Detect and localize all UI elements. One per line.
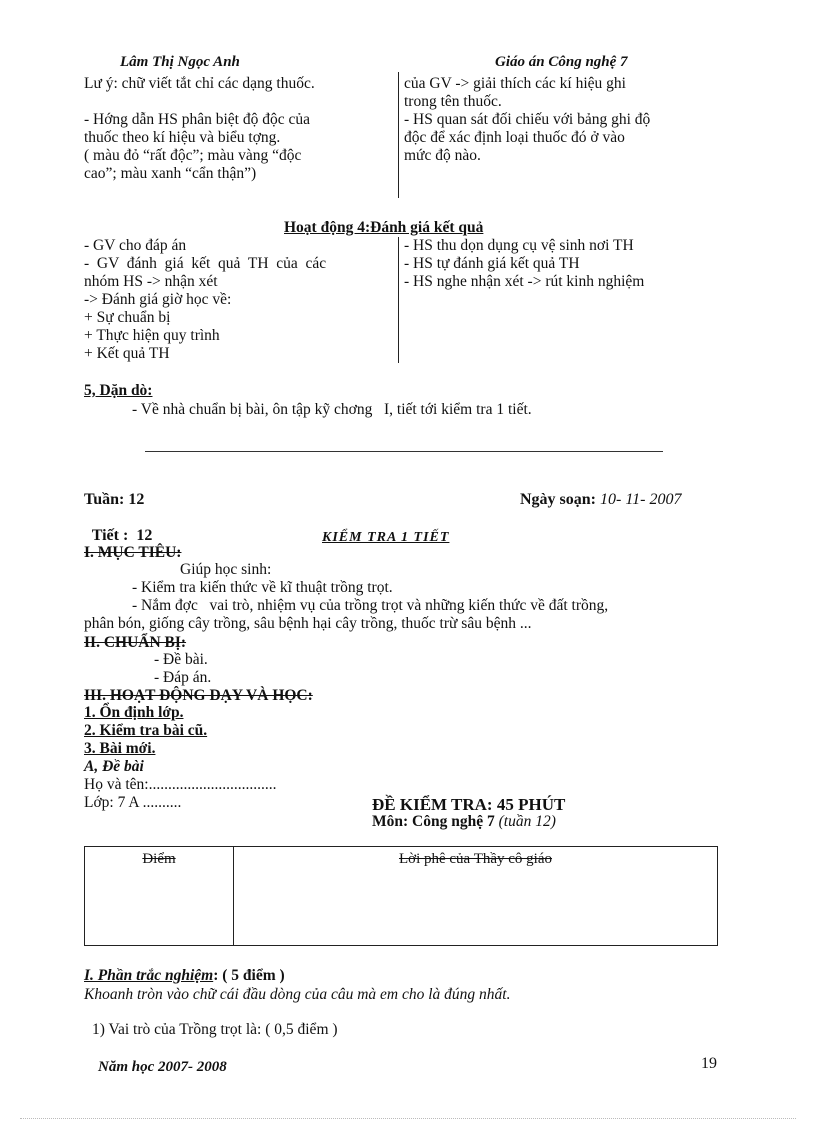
exam-title: ĐỀ KIỂM TRA: 45 PHÚT [372, 795, 566, 814]
page-number: 19 [701, 1055, 717, 1072]
text-line: - GV cho đáp án [84, 237, 187, 254]
period-label [84, 509, 152, 545]
objectives-intro: Giúp học sinh: [180, 561, 272, 578]
step-stabilize: 1. Ổn định lớp. [84, 704, 184, 721]
text-line: - HS thu dọn dụng cụ vệ sinh nơi TH [404, 237, 634, 254]
text-line: + Thực hiện quy trình [84, 327, 220, 344]
exam-subject-label: Môn: Công nghệ 7 [372, 813, 495, 830]
activity4-left-column [84, 237, 390, 363]
text-line: - HS tự đánh giá kết quả TH [404, 255, 580, 272]
score-table [84, 846, 718, 946]
header-subject: Giáo án Công nghệ 7 [495, 54, 628, 70]
student-class-line: Lớp: 7 A .......... [84, 794, 182, 811]
text-line: + Kết quả TH [84, 345, 170, 362]
text-line: -> Đánh giá giờ học về: [84, 291, 232, 308]
objectives-item: - Kiểm tra kiến thức về kĩ thuật trồng trọt. [132, 579, 393, 596]
text-line: thuốc theo kí hiệu và biểu tợng. [84, 129, 281, 146]
text-line: ( màu đỏ “rất độc”; màu vàng “độc [84, 147, 302, 164]
question-1: 1) Vai trò của Trồng trọt là: ( 0,5 điểm ) [92, 1021, 338, 1038]
step-review: 2. Kiểm tra bài cũ. [84, 722, 208, 739]
separator-line [145, 451, 663, 452]
part-a-title: A, Đề bài [84, 758, 144, 775]
text-line: nhóm HS -> nhận xét [84, 273, 218, 290]
top-left-column [84, 75, 390, 183]
activity4-title: Hoạt động 4:Đánh giá kết quả [284, 219, 484, 236]
week-label [84, 491, 144, 509]
homework-title: 5, Dặn dò: [84, 382, 153, 399]
header-author: Lâm Thị Ngọc Anh [120, 54, 240, 70]
week-label-text: Tuần [84, 491, 119, 508]
text-line: cao”; màu xanh “cẩn thận”) [84, 165, 257, 182]
objectives-item: - Nắm đợc vai trò, nhiệm vụ của trồng trọt và những kiến thức về đất trồng, [132, 597, 609, 614]
student-name-line: Họ và tên:................................. [84, 776, 277, 793]
date-value: 10- 11- 2007 [596, 491, 682, 508]
text-line: - Hớng dẫn HS phân biệt độ độc của [84, 111, 311, 128]
part1-points: : ( 5 điểm ) [213, 967, 285, 984]
text-line: - HS nghe nhận xét -> rút kinh nghiệm [404, 273, 645, 290]
period-label-text: Tiết [91, 527, 119, 544]
text-line: + Sự chuẩn bị [84, 309, 171, 326]
text-line: độc để xác định loại thuốc đó ở vào [404, 129, 625, 146]
page-edge-dots [20, 1118, 796, 1119]
period-value: : 12 [122, 527, 153, 544]
comment-cell [234, 847, 718, 946]
preparation-item: - Đáp án. [154, 669, 212, 686]
comment-header: Lời phê của Thầy cô giáo [398, 851, 553, 867]
top-right-column [404, 75, 704, 165]
text-line: của GV -> giải thích các kí hiệu ghi [404, 75, 626, 92]
text-line: Lư ý: chữ viết tắt chỉ các dạng thuốc. [84, 75, 315, 92]
homework-text: - Về nhà chuẩn bị bài, ôn tập kỹ chơng I, tiết tới kiểm tra 1 tiết. [132, 401, 532, 418]
part1-instruction: Khoanh tròn vào chữ cái đầu dòng của câu mà em cho là đúng nhất. [84, 986, 511, 1003]
objectives-item: phân bón, giống cây trồng, sâu bệnh hại cây trồng, thuốc trừ sâu bệnh ... [84, 615, 532, 632]
column-divider [398, 237, 399, 363]
text-line [84, 93, 390, 111]
score-cell [85, 847, 234, 946]
score-header: Điểm [142, 851, 176, 867]
step-new-lesson: 3. Bài mới. [84, 740, 156, 757]
activities-title: III. HOẠT ĐỘNG DẠY VÀ HỌC: [84, 687, 313, 704]
exam-subject-note: (tuần 12) [494, 813, 556, 830]
activity4-right-column [404, 237, 704, 291]
text-line: mức độ nào. [404, 147, 481, 164]
preparation-item: - Đề bài. [154, 651, 208, 668]
text-line: trong tên thuốc. [404, 93, 502, 110]
preparation-title: II. CHUẨN BỊ: [84, 634, 187, 651]
week-value: : 12 [119, 491, 145, 508]
text-line: - HS quan sát đối chiếu với bảng ghi độ [404, 111, 651, 128]
test-title: KIỂM TRA 1 TIẾT [322, 530, 450, 545]
part1-heading [84, 967, 285, 985]
objectives-title: I. MỤC TIÊU: [84, 544, 182, 561]
date-label: Ngày soạn: [520, 491, 597, 508]
text-line: - GV đánh giá kết quả TH của các [84, 255, 327, 272]
column-divider [398, 72, 399, 198]
exam-subject [372, 813, 556, 831]
footer-school-year: Năm học 2007- 2008 [98, 1059, 227, 1075]
date-prepared [520, 491, 681, 509]
part1-title: I. Phần trắc nghiệm [84, 967, 214, 984]
